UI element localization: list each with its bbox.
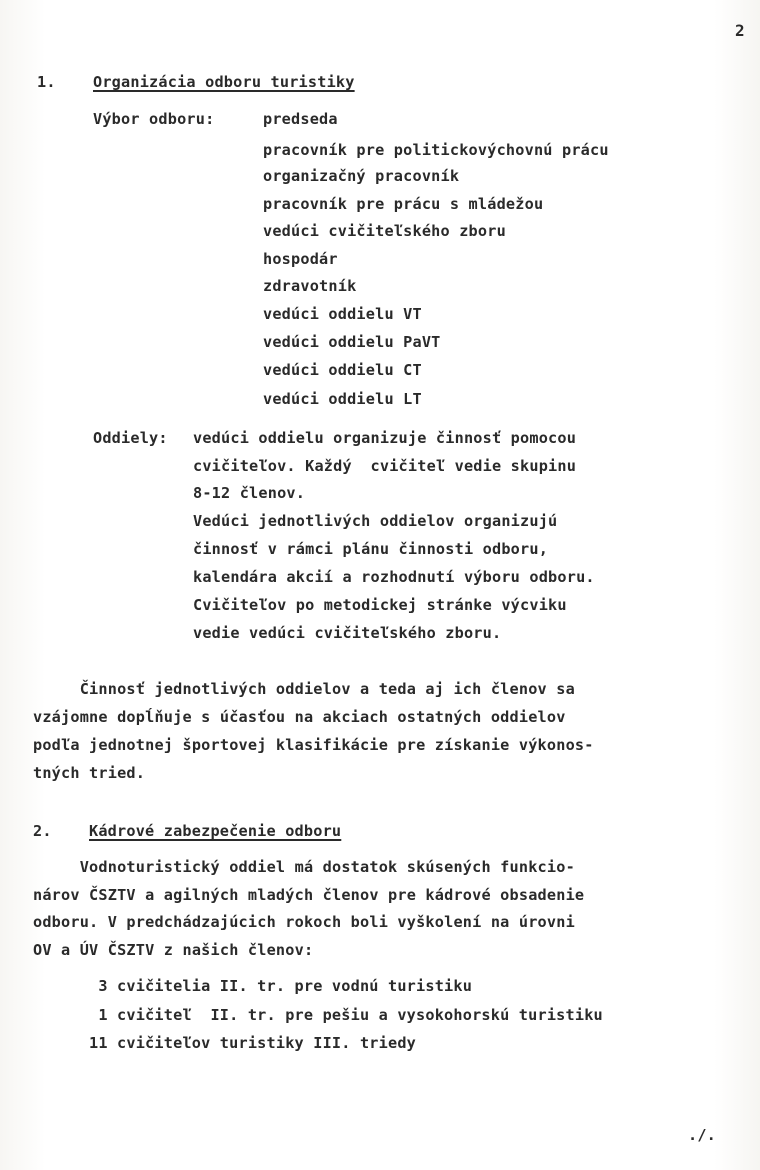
page-number: 2 [735, 21, 745, 40]
paragraph-line: OV a ÚV ČSZTV z našich členov: [33, 941, 314, 959]
committee-member: vedúci oddielu LT [263, 390, 422, 408]
committee-member: predseda [263, 110, 338, 128]
committee-member: vedúci oddielu PaVT [263, 333, 441, 351]
committee-member: hospodár [263, 250, 338, 268]
section1-title: Organizácia odboru turistiky [93, 73, 355, 91]
units-line: cvičiteľov. Každý cvičiteľ vedie skupinu [193, 457, 577, 475]
continuation-mark: ./. [688, 1126, 717, 1144]
paragraph-line: tných tried. [33, 764, 146, 782]
trained-list-item: 11 cvičiteľov turistiky III. triedy [89, 1034, 417, 1052]
paragraph-line: vzájomne dopĺňuje s účasťou na akciach ostatných oddielov [33, 708, 566, 726]
paragraph-line: nárov ČSZTV a agilných mladých členov pre kádrové obsadenie [33, 886, 585, 904]
paragraph-line: odboru. V predchádzajúcich rokoch boli vyškolení na úrovni [33, 913, 575, 931]
units-label: Oddiely: [93, 429, 168, 447]
paragraph-line: Činnosť jednotlivých oddielov a teda aj ich členov sa [33, 680, 575, 698]
committee-member: pracovník pre politickovýchovnú prácu [263, 141, 609, 159]
section2-title: Kádrové zabezpečenie odboru [89, 822, 342, 840]
units-line: Cvičiteľov po metodickej stránke výcviku [193, 596, 567, 614]
committee-member: vedúci oddielu VT [263, 305, 422, 323]
committee-label: Výbor odboru: [93, 110, 215, 128]
committee-member: vedúci oddielu CT [263, 361, 422, 379]
units-line: 8-12 členov. [193, 484, 306, 502]
committee-member: pracovník pre prácu s mládežou [263, 195, 544, 213]
committee-member: vedúci cvičiteľského zboru [263, 222, 506, 240]
paragraph-line: Vodnoturistický oddiel má dostatok skúsených funkcio- [33, 858, 575, 876]
trained-list-item: 3 cvičitelia II. tr. pre vodnú turistiku [89, 977, 473, 995]
units-line: vedie vedúci cvičiteľského zboru. [193, 624, 502, 642]
trained-list-item: 1 cvičiteľ II. tr. pre pešiu a vysokohorskú turistiku [89, 1006, 603, 1024]
units-line: Vedúci jednotlivých oddielov organizujú [193, 512, 558, 530]
committee-member: organizačný pracovník [263, 167, 460, 185]
units-line: činnosť v rámci plánu činnosti odboru, [193, 540, 549, 558]
section2-number: 2. [33, 822, 52, 840]
paragraph-line: podľa jednotnej športovej klasifikácie pre získanie výkonos- [33, 736, 594, 754]
units-line: kalendára akcií a rozhodnutí výboru odboru. [193, 568, 595, 586]
section1-number: 1. [37, 73, 56, 91]
committee-member: zdravotník [263, 277, 357, 295]
units-line: vedúci oddielu organizuje činnosť pomocou [193, 429, 577, 447]
